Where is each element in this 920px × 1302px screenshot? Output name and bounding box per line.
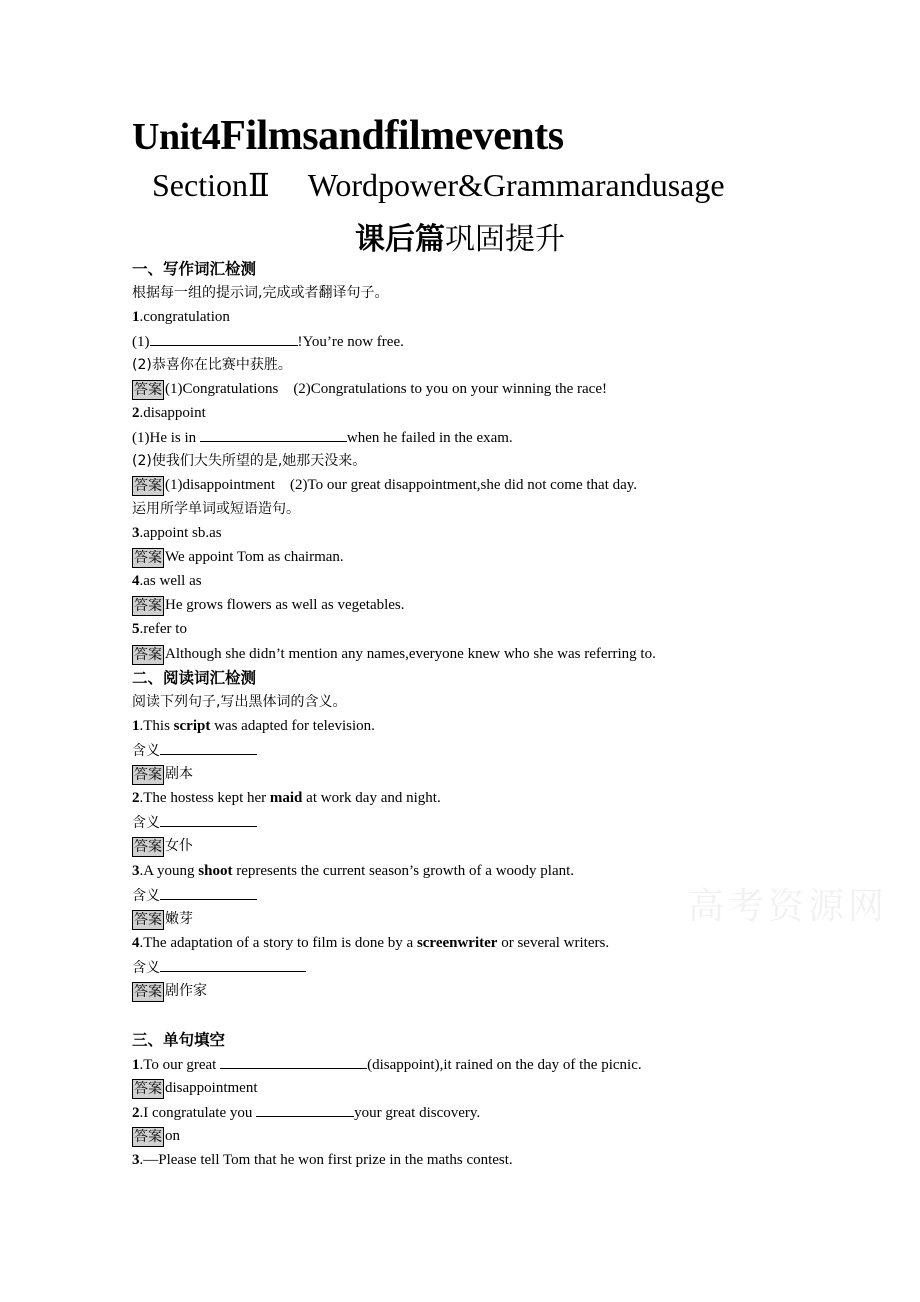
answer-row	[132, 1126, 180, 1147]
answer-row	[132, 909, 193, 930]
fill-question-1: 1.To our great (disappoint),it rained on the day of the picnic.	[132, 1054, 642, 1075]
meaning-blank[interactable]	[160, 812, 257, 827]
answer-tag: 答案	[134, 597, 162, 614]
reading-item-4: 4.The adaptation of a story to film is done by a screenwriter or several writers.	[132, 935, 610, 951]
question-2-word: 2.disappoint	[132, 405, 206, 421]
answer-text: 剧作家	[165, 983, 207, 999]
reading-item-1: 1.This script was adapted for television.	[132, 718, 375, 734]
answer-text: 嫩芽	[165, 911, 193, 927]
part2-heading: 二、阅读词汇检测	[132, 669, 257, 687]
answer-blank[interactable]	[256, 1102, 354, 1117]
question-3-word: 3.appoint sb.as	[132, 525, 222, 541]
answer-row	[132, 836, 193, 857]
answer-text: We appoint Tom as chairman.	[165, 549, 344, 565]
part1-instruction-2: 运用所学单词或短语造句。	[132, 501, 300, 517]
answer-row	[132, 764, 193, 785]
section-number: SectionⅡ	[152, 167, 270, 203]
question-1-line2: (2)恭喜你在比赛中获胜。	[132, 357, 292, 373]
unit-title	[132, 112, 564, 160]
meaning-blank[interactable]	[160, 885, 257, 900]
answer-blank[interactable]	[200, 427, 347, 442]
watermark: 高考资源网	[688, 886, 889, 927]
answer-row	[132, 644, 656, 665]
part2-instruction: 阅读下列句子,写出黑体词的含义。	[132, 694, 347, 710]
meaning-row: 含义	[132, 812, 257, 833]
answer-text: (1)Congratulations (2)Congratulations to you on your winning the race!	[165, 381, 607, 397]
meaning-blank[interactable]	[160, 740, 257, 755]
answer-tag: 答案	[134, 766, 162, 783]
question-4-word: 4.as well as	[132, 573, 202, 589]
bold-word: maid	[269, 790, 303, 806]
answer-blank[interactable]	[150, 331, 298, 346]
answer-text: disappointment	[165, 1080, 258, 1096]
unit-topic: Filmsandfilmevents	[220, 113, 564, 159]
answer-text: 女仆	[165, 838, 193, 854]
unit-number: Unit4	[132, 116, 221, 158]
answer-tag: 答案	[134, 911, 162, 928]
meaning-row: 含义	[132, 885, 257, 906]
question-2-line2: (2)使我们大失所望的是,她那天没来。	[132, 453, 367, 469]
meaning-blank[interactable]	[160, 957, 306, 972]
answer-tag: 答案	[134, 381, 162, 398]
meaning-row: 含义	[132, 740, 257, 761]
reading-item-2: 2.The hostess kept her maid at work day and night.	[132, 790, 441, 806]
part1-instruction: 根据每一组的提示词,完成或者翻译句子。	[132, 285, 389, 301]
answer-text: (1)disappointment (2)To our great disappointment,she did not come that day.	[165, 477, 638, 493]
answer-row	[132, 379, 607, 400]
answer-text: Although she didn’t mention any names,everyone knew who she was referring to.	[165, 646, 656, 662]
answer-blank[interactable]	[220, 1054, 367, 1069]
answer-tag: 答案	[134, 983, 162, 1000]
answer-tag: 答案	[134, 549, 162, 566]
question-2-line1: (1)He is in when he failed in the exam.	[132, 427, 513, 448]
banner-rest: 巩固提升	[445, 222, 565, 257]
answer-tag: 答案	[134, 1080, 162, 1097]
answer-row	[132, 1078, 258, 1099]
answer-row	[132, 595, 405, 616]
section-title	[152, 166, 725, 204]
answer-row	[132, 475, 637, 496]
meaning-row: 含义	[132, 957, 306, 978]
section-subtitle: Wordpower&Grammarandusage	[307, 167, 725, 203]
answer-tag: 答案	[134, 477, 162, 494]
question-1-line1: (1) !You’re now free.	[132, 331, 404, 352]
answer-text: on	[165, 1128, 180, 1144]
fill-question-3: 3.—Please tell Tom that he won first prize in the maths contest.	[132, 1152, 513, 1168]
banner-title	[0, 214, 920, 258]
reading-item-3: 3.A young shoot represents the current season’s growth of a woody plant.	[132, 863, 575, 879]
question-1-word: 1.congratulation	[132, 309, 230, 325]
answer-row	[132, 981, 207, 1002]
part3-heading: 三、单句填空	[132, 1031, 226, 1049]
bold-word: script	[173, 718, 211, 734]
bold-word: shoot	[198, 863, 233, 879]
answer-text: 剧本	[165, 766, 193, 782]
answer-row	[132, 547, 344, 568]
banner-bold: 课后篇	[355, 222, 445, 257]
part1-heading: 一、写作词汇检测	[132, 260, 257, 278]
answer-text: He grows flowers as well as vegetables.	[165, 597, 405, 613]
bold-word: screenwriter	[416, 935, 498, 951]
question-5-word: 5.refer to	[132, 621, 187, 637]
answer-tag: 答案	[134, 838, 162, 855]
answer-tag: 答案	[134, 646, 162, 663]
fill-question-2: 2.I congratulate you your great discovery.	[132, 1102, 480, 1123]
answer-tag: 答案	[134, 1128, 162, 1145]
